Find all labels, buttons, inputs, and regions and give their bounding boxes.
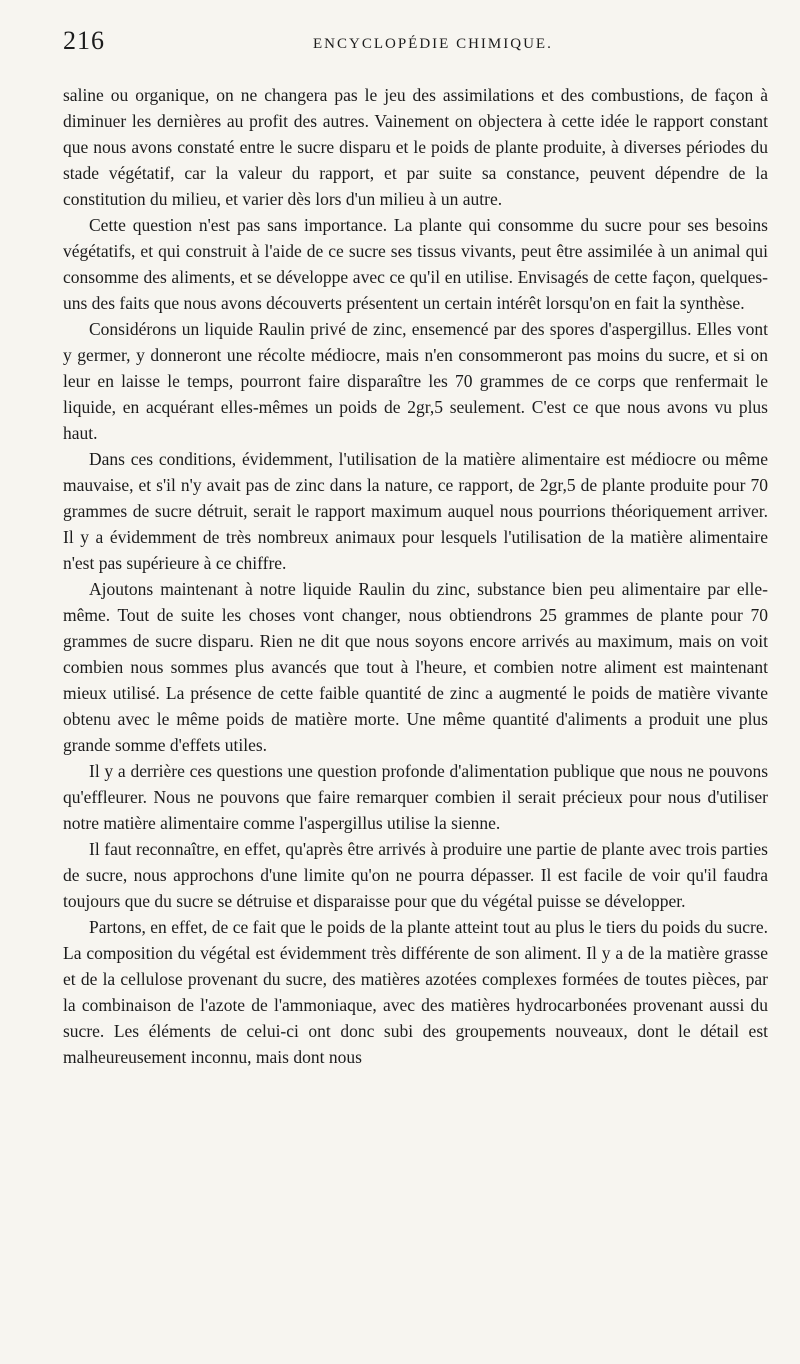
running-head: ENCYCLOPÉDIE CHIMIQUE. [313, 36, 553, 52]
page-header [63, 26, 768, 60]
paragraph: Il y a derrière ces questions une question profonde d'alimentation publique que nous ne pouvons qu'effleurer. Nous ne pouvons que faire remarquer combien il serait précieux pour nous d'utiliser notre matière alimentaire comme l'aspergillus utilise la sienne. [63, 761, 768, 833]
body-text [63, 82, 768, 1070]
paragraph: Dans ces conditions, évidemment, l'utilisation de la matière alimentaire est médiocre ou même mauvaise, et s'il n'y avait pas de zinc dans la nature, ce rapport, de 2gr,5 de plante produite pour 70 grammes de sucre détruit, serait le rapport maximum auquel nous pourrions théoriquement arriver. Il y a évidemment de très nombreux animaux pour lesquels l'utilisation de la matière alimentaire n'est pas supérieure à ce chiffre. [63, 449, 768, 573]
paragraph: Cette question n'est pas sans importance. La plante qui consomme du sucre pour ses besoins végétatifs, et qui construit à l'aide de ce sucre ses tissus vivants, peut être assimilée à un animal qui consomme des aliments, et se développe avec ce qu'il en utilise. Envisagés de cette façon, quelques-uns des faits que nous avons découverts présentent un certain intérêt lorsqu'on en fait la synthèse. [63, 215, 768, 313]
paragraph: Partons, en effet, de ce fait que le poids de la plante atteint tout au plus le tiers du poids du sucre. La composition du végétal est évidemment très différente de son aliment. Il y a de la matière grasse et de la cellulose provenant du sucre, des matières azotées complexes formées de toutes pièces, par la combinaison de l'azote de l'ammoniaque, avec des matières hydrocarbonées provenant aussi du sucre. Les éléments de celui-ci ont donc subi des groupements nouveaux, dont le détail est malheureusement inconnu, mais dont nous [63, 917, 768, 1067]
page-number: 216 [63, 26, 105, 55]
paragraph: saline ou organique, on ne changera pas le jeu des assimilations et des combustions, de façon à diminuer les dernières au profit des autres. Vainement on objectera à cette idée le rapport constant que nous avons constaté entre le sucre disparu et le poids de plante produite, à diverses périodes du stade végétatif, car la valeur du rapport, et par suite sa constance, peuvent dépendre de la constitution du milieu, et varier dès lors d'un milieu à un autre. [63, 85, 768, 209]
paragraph: Il faut reconnaître, en effet, qu'après être arrivés à produire une partie de plante avec trois parties de sucre, nous approchons d'une limite qu'on ne pourra dépasser. Il est facile de voir qu'il faudra toujours que du sucre se détruise et disparaisse pour que du végétal puisse se développer. [63, 839, 768, 911]
paragraph: Considérons un liquide Raulin privé de zinc, ensemencé par des spores d'aspergillus. Elles vont y germer, y donneront une récolte médiocre, mais n'en consommeront pas moins du sucre, et si on leur en laisse le temps, pourront faire disparaître les 70 grammes de ce corps que renfermait le liquide, en acquérant elles-mêmes un poids de 2gr,5 seulement. C'est ce que nous avons vu plus haut. [63, 319, 768, 443]
paragraph: Ajoutons maintenant à notre liquide Raulin du zinc, substance bien peu alimentaire par elle-même. Tout de suite les choses vont changer, nous obtiendrons 25 grammes de plante pour 70 grammes de sucre disparu. Rien ne dit que nous soyons encore arrivés au maximum, mais on voit combien nous sommes plus avancés que tout à l'heure, et combien notre aliment est maintenant mieux utilisé. La présence de cette faible quantité de zinc a augmenté le poids de matière vivante obtenu avec le même poids de matière morte. Une même quantité d'aliments a produit une plus grande somme d'effets utiles. [63, 579, 768, 755]
